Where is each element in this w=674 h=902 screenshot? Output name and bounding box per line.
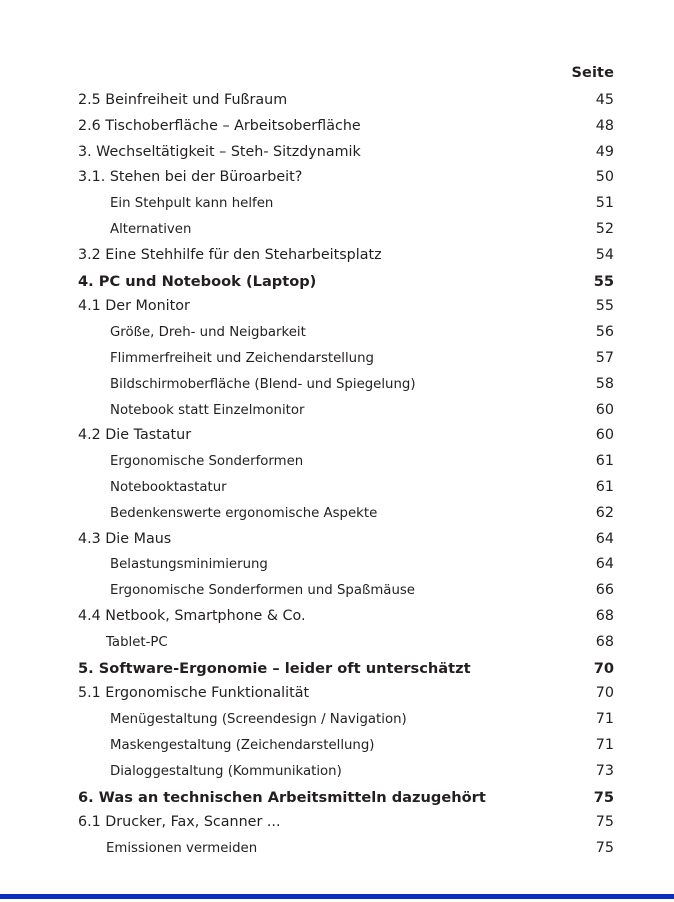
toc-entry[interactable] [0, 552, 674, 578]
toc-entry-title: Dialoggestaltung (Kommunikation) [110, 763, 342, 779]
toc-entry-title: Bedenkenswerte ergonomische Aspekte [110, 505, 378, 521]
toc-entry-title: Tablet-PC [106, 634, 168, 650]
toc-entry-title: 6. Was an technischen Arbeitsmitteln dazugehört [78, 788, 486, 806]
toc-entry[interactable] [0, 681, 674, 707]
toc-entry-page-number: 60 [595, 427, 614, 444]
toc-entry[interactable] [0, 398, 674, 424]
toc-entry-page-number: 60 [595, 401, 614, 418]
toc-entry-page-number: 70 [593, 659, 614, 677]
toc-entry-title: 3.1. Stehen bei der Büroarbeit? [78, 169, 303, 186]
toc-header [0, 62, 614, 81]
toc-entry[interactable] [0, 243, 674, 269]
toc-entry[interactable] [0, 836, 674, 862]
toc-entry-page-number: 66 [595, 582, 614, 599]
toc-entry[interactable] [0, 707, 674, 733]
toc-entry-page-number: 68 [595, 633, 614, 650]
toc-entry-title: Belastungsminimierung [110, 557, 268, 573]
toc-entry[interactable] [0, 501, 674, 527]
footer-rule [0, 894, 674, 899]
toc-entry-list [0, 88, 674, 862]
toc-entry-page-number: 75 [595, 840, 614, 857]
toc-entry-title: 5.1 Ergonomische Funktionalität [78, 685, 310, 702]
toc-entry-title: 6.1 Drucker, Fax, Scanner ... [78, 814, 281, 831]
toc-entry[interactable] [0, 785, 674, 811]
toc-entry-page-number: 64 [595, 556, 614, 573]
toc-entry-page-number: 45 [595, 92, 614, 108]
toc-entry[interactable] [0, 759, 674, 785]
toc-entry-page-number: 57 [595, 349, 614, 366]
toc-entry[interactable] [0, 810, 674, 836]
toc-entry-page-number: 55 [593, 272, 614, 290]
toc-entry[interactable] [0, 320, 674, 346]
toc-entry-title: Notebooktastatur [110, 479, 227, 495]
toc-entry[interactable] [0, 578, 674, 604]
toc-entry-title: Ein Stehpult kann helfen [110, 196, 274, 212]
toc-entry-title: 4.2 Die Tastatur [78, 427, 192, 444]
toc-entry[interactable] [0, 630, 674, 656]
toc-entry-page-number: 54 [595, 246, 614, 263]
toc-entry-page-number: 55 [595, 298, 614, 315]
toc-entry[interactable] [0, 423, 674, 449]
toc-entry-page-number: 68 [595, 607, 614, 624]
toc-entry-title: 5. Software-Ergonomie – leider oft unterschätzt [78, 659, 471, 677]
toc-entry[interactable] [0, 604, 674, 630]
toc-entry-title: Notebook statt Einzelmonitor [110, 402, 305, 418]
toc-entry[interactable] [0, 140, 674, 166]
toc-entry-title: 2.5 Beinfreiheit und Fußraum [78, 92, 288, 108]
toc-entry-page-number: 75 [593, 788, 614, 806]
toc-entry[interactable] [0, 372, 674, 398]
toc-entry[interactable] [0, 217, 674, 243]
toc-entry[interactable] [0, 269, 674, 295]
toc-entry[interactable] [0, 191, 674, 217]
toc-entry-title: 4.1 Der Monitor [78, 298, 190, 315]
toc-entry-page-number: 73 [595, 762, 614, 779]
toc-entry[interactable] [0, 656, 674, 682]
toc-entry-page-number: 70 [595, 685, 614, 702]
toc-entry[interactable] [0, 733, 674, 759]
toc-entry-title: Flimmerfreiheit und Zeichendarstellung [110, 350, 374, 366]
toc-entry-page-number: 51 [595, 195, 614, 212]
toc-entry[interactable] [0, 449, 674, 475]
toc-entry-title: Emissionen vermeiden [106, 841, 258, 857]
toc-entry-title: 3. Wechseltätigkeit – Steh- Sitzdynamik [78, 143, 361, 160]
page-column-header: Seite [571, 65, 614, 81]
toc-entry-page-number: 61 [595, 453, 614, 470]
toc-entry-title: Bildschirmoberfläche (Blend- und Spiegelung) [110, 376, 416, 392]
toc-entry[interactable] [0, 165, 674, 191]
toc-entry-title: Maskengestaltung (Zeichendarstellung) [110, 737, 375, 753]
toc-entry[interactable] [0, 88, 674, 114]
toc-entry-page-number: 64 [595, 530, 614, 547]
toc-entry-title: 4. PC und Notebook (Laptop) [78, 272, 317, 290]
toc-entry-page-number: 52 [595, 220, 614, 237]
toc-entry-page-number: 58 [595, 375, 614, 392]
toc-entry-page-number: 49 [595, 143, 614, 160]
toc-entry-title: Ergonomische Sonderformen [110, 454, 304, 470]
toc-entry[interactable] [0, 294, 674, 320]
toc-entry-title: Ergonomische Sonderformen und Spaßmäuse [110, 583, 415, 599]
toc-entry-page-number: 48 [595, 117, 614, 134]
toc-entry[interactable] [0, 527, 674, 553]
toc-entry-title: Größe, Dreh- und Neigbarkeit [110, 325, 306, 341]
toc-entry-title: 3.2 Eine Stehhilfe für den Steharbeitsplatz [78, 246, 382, 263]
toc-entry-title: 2.6 Tischoberfläche – Arbeitsoberfläche [78, 117, 361, 134]
toc-entry[interactable] [0, 475, 674, 501]
toc-entry-page-number: 50 [595, 169, 614, 186]
toc-entry-page-number: 71 [595, 711, 614, 728]
toc-entry-page-number: 56 [595, 324, 614, 341]
toc-entry[interactable] [0, 114, 674, 140]
toc-entry[interactable] [0, 346, 674, 372]
toc-entry-title: Alternativen [110, 221, 192, 237]
toc-entry-page-number: 71 [595, 736, 614, 753]
toc-entry-title: 4.3 Die Maus [78, 530, 172, 547]
toc-entry-title: Menügestaltung (Screendesign / Navigation) [110, 712, 407, 728]
toc-entry-title: 4.4 Netbook, Smartphone & Co. [78, 607, 306, 624]
toc-entry-page-number: 61 [595, 478, 614, 495]
toc-entry-page-number: 62 [595, 504, 614, 521]
toc-entry-page-number: 75 [595, 814, 614, 831]
